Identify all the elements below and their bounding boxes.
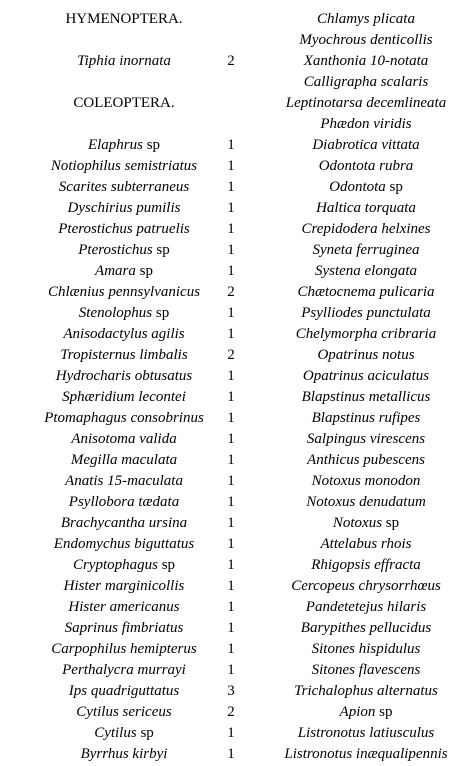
right-list-row <box>0 135 475 156</box>
species-name <box>258 303 474 324</box>
specimen-count: 1 <box>227 725 235 741</box>
right-list-row <box>0 681 475 702</box>
species-name-text: Megilla maculata <box>70 452 178 468</box>
species-suffix: sp <box>375 704 393 720</box>
specimen-count: 1 <box>227 389 235 405</box>
specimen-count: 2 <box>227 347 235 363</box>
right-list-row <box>0 114 475 135</box>
right-list-row <box>0 534 475 555</box>
specimen-count: 1 <box>227 557 235 573</box>
species-name-text: Odontota rubra <box>318 158 414 174</box>
specimen-count: 1 <box>227 620 235 636</box>
specimen-count: 2 <box>227 284 235 300</box>
right-list-row <box>0 597 475 618</box>
right-list-row <box>0 408 475 429</box>
right-list-row <box>0 177 475 198</box>
species-name-text: Anisodactylus agilis <box>63 326 185 342</box>
species-name <box>258 681 474 702</box>
right-list-row <box>0 156 475 177</box>
right-list-row <box>0 282 475 303</box>
right-list-row <box>0 618 475 639</box>
right-list-row <box>0 345 475 366</box>
species-name-text: Apion <box>339 704 376 720</box>
species-name-text: Xanthonia 10-notata <box>303 53 429 69</box>
species-name <box>258 513 474 534</box>
specimen-count: 1 <box>227 368 235 384</box>
species-name-text: COLEOPTERA. <box>73 95 175 111</box>
species-name-text: Cytilus sericeus <box>76 704 172 720</box>
species-name <box>258 702 474 723</box>
right-list-row <box>0 72 475 93</box>
species-name <box>258 429 474 450</box>
right-list-row <box>0 660 475 681</box>
right-list-row <box>0 324 475 345</box>
species-name-text: Listronotus inæqualipennis <box>284 746 448 762</box>
right-list-row <box>0 492 475 513</box>
specimen-count: 1 <box>227 473 235 489</box>
specimen-count: 2 <box>227 704 235 720</box>
species-name-text: Tiphia inornata <box>77 53 171 69</box>
specimen-count: 1 <box>227 578 235 594</box>
right-list-row <box>0 9 475 30</box>
species-name <box>258 492 474 513</box>
species-name-text: Trichalophus alternatus <box>294 683 438 699</box>
right-list-row <box>0 303 475 324</box>
species-suffix: sp <box>142 137 161 153</box>
right-list-row <box>0 198 475 219</box>
species-name <box>258 261 474 282</box>
species-name-text: Perthalycra murrayi <box>62 662 186 678</box>
right-list-row <box>0 366 475 387</box>
specimen-count: 1 <box>227 452 235 468</box>
species-name <box>258 366 474 387</box>
right-list-row <box>0 261 475 282</box>
species-name-text: Anisotoma valida <box>71 431 177 447</box>
specimen-count: 1 <box>227 410 235 426</box>
right-list-row <box>0 576 475 597</box>
species-name-text: Carpophilus hemipterus <box>51 641 197 657</box>
species-name <box>258 555 474 576</box>
right-list-row <box>0 93 475 114</box>
species-name <box>258 198 474 219</box>
species-name <box>258 93 474 114</box>
species-name-text: Phædon viridis <box>320 116 412 132</box>
species-name-text: Hister americanus <box>68 599 180 615</box>
species-name-text: Sitones hispidulus <box>311 641 421 657</box>
species-name <box>258 345 474 366</box>
species-name <box>258 576 474 597</box>
right-list-row <box>0 471 475 492</box>
species-name <box>258 387 474 408</box>
specimen-count: 1 <box>227 137 235 153</box>
species-name <box>258 450 474 471</box>
species-suffix: sp <box>152 305 170 321</box>
species-name-text: Chelymorpha cribraria <box>295 326 437 342</box>
species-name <box>258 240 474 261</box>
species-name-text: Listronotus latiusculus <box>297 725 435 741</box>
species-name <box>258 408 474 429</box>
species-name-text: Amara <box>95 263 136 279</box>
species-name-text: Attelabus rhois <box>320 536 412 552</box>
species-name <box>258 639 474 660</box>
species-name-text: Syneta ferruginea <box>312 242 420 258</box>
species-suffix: sp <box>157 557 176 573</box>
species-name <box>258 30 474 51</box>
species-name <box>258 744 474 765</box>
species-name-text: Pterostichus patruelis <box>58 221 190 237</box>
species-name-text: Tropisternus limbalis <box>60 347 188 363</box>
species-name-text: Cytilus <box>94 725 137 741</box>
species-name <box>258 177 474 198</box>
specimen-count: 1 <box>227 179 235 195</box>
specimen-count: 1 <box>227 263 235 279</box>
species-name <box>258 660 474 681</box>
species-name <box>258 156 474 177</box>
species-name <box>258 72 474 93</box>
species-name-text: Crepidodera helxines <box>301 221 431 237</box>
species-name-text: Psylliodes punctulata <box>301 305 431 321</box>
species-name <box>258 135 474 156</box>
species-name-text: Myochrous denticollis <box>299 32 433 48</box>
species-name-text: Dyschirius pumilis <box>67 200 181 216</box>
species-name-text: Pterostichus <box>78 242 153 258</box>
specimen-count: 1 <box>227 305 235 321</box>
species-name-text: Chlænius pennsylvanicus <box>47 284 201 300</box>
species-name-text: Rhigopsis effracta <box>311 557 421 573</box>
species-name-text: Haltica torquata <box>316 200 416 216</box>
specimen-count: 1 <box>227 221 235 237</box>
species-name-text: Cryptophagus <box>72 557 158 573</box>
species-name-text: Scarites subterraneus <box>58 179 190 195</box>
species-suffix: sp <box>385 179 403 195</box>
right-list-row <box>0 639 475 660</box>
species-name-text: Barypithes pellucidus <box>300 620 432 636</box>
species-name-text: Elaphrus <box>87 137 143 153</box>
species-name-text: Cercopeus chrysorrhœus <box>291 578 441 594</box>
right-list-row <box>0 723 475 744</box>
species-name <box>258 114 474 135</box>
species-suffix: sp <box>136 725 154 741</box>
species-name-text: Anatis 15-maculata <box>65 473 183 489</box>
right-list-row <box>0 513 475 534</box>
right-list-row <box>0 555 475 576</box>
species-name <box>258 597 474 618</box>
specimen-count: 1 <box>227 746 235 762</box>
species-name <box>258 324 474 345</box>
species-suffix: sp <box>382 515 400 531</box>
right-list-row <box>0 429 475 450</box>
specimen-count: 1 <box>227 536 235 552</box>
specimen-count: 1 <box>227 158 235 174</box>
species-name <box>258 219 474 240</box>
right-list-row <box>0 702 475 723</box>
species-name-text: Sphæridium lecontei <box>62 389 186 405</box>
species-name-text: Systena elongata <box>314 263 418 279</box>
species-name-text: Calligrapha scalaris <box>303 74 429 90</box>
species-name-text: Anthicus pubescens <box>307 452 425 468</box>
species-name-text: Odontota <box>329 179 386 195</box>
species-name-text: Sitones flavescens <box>311 662 421 678</box>
species-name-text: Notiophilus semistriatus <box>50 158 198 174</box>
species-suffix: sp <box>152 242 170 258</box>
species-name <box>258 534 474 555</box>
species-name-text: Endomychus biguttatus <box>53 536 195 552</box>
species-name-text: Blapstinus metallicus <box>301 389 431 405</box>
species-name-text: Chætocnema pulicaria <box>297 284 435 300</box>
species-suffix: sp <box>135 263 153 279</box>
specimen-count: 1 <box>227 431 235 447</box>
specimen-count: 1 <box>227 641 235 657</box>
specimen-count: 1 <box>227 515 235 531</box>
species-name-text: HYMENOPTERA. <box>65 11 183 27</box>
right-list-row <box>0 240 475 261</box>
species-name-text: Salpingus virescens <box>306 431 426 447</box>
right-list-row <box>0 30 475 51</box>
species-name-text: Psyllobora tædata <box>68 494 180 510</box>
specimen-count: 1 <box>227 326 235 342</box>
right-list-row <box>0 219 475 240</box>
species-name-text: Leptinotarsa decemlineata <box>285 95 447 111</box>
specimen-count: 3 <box>227 683 235 699</box>
species-name-text: Byrrhus kirbyi <box>80 746 168 762</box>
specimen-count: 1 <box>227 662 235 678</box>
species-name-text: Brachycantha ursina <box>60 515 188 531</box>
specimen-count: 2 <box>227 53 235 69</box>
species-name <box>258 282 474 303</box>
species-name <box>258 618 474 639</box>
species-name <box>258 9 474 30</box>
species-name <box>258 471 474 492</box>
species-name-text: Saprinus fimbriatus <box>64 620 184 636</box>
specimen-count: 1 <box>227 242 235 258</box>
species-name-text: Notoxus monodon <box>311 473 421 489</box>
right-list-row <box>0 51 475 72</box>
specimen-count: 1 <box>227 200 235 216</box>
species-name-text: Diabrotica vittata <box>312 137 420 153</box>
species-name-text: Ptomaphagus consobrinus <box>44 410 204 426</box>
species-name-text: Stenolophus <box>78 305 153 321</box>
species-name-text: Hister marginicollis <box>63 578 185 594</box>
species-name-text: Pandetetejus hilaris <box>305 599 427 615</box>
species-name-text: Notoxus denudatum <box>306 494 426 510</box>
species-name-text: Opatrinus aciculatus <box>302 368 430 384</box>
species-name-text: Blapstinus rufipes <box>311 410 421 426</box>
right-list-row <box>0 450 475 471</box>
specimen-count: 1 <box>227 494 235 510</box>
species-name-text: Opatrinus notus <box>317 347 415 363</box>
species-name <box>258 51 474 72</box>
right-list-row <box>0 744 475 765</box>
right-list-row <box>0 387 475 408</box>
specimen-count: 1 <box>227 599 235 615</box>
species-name-text: Ips quadriguttatus <box>68 683 180 699</box>
species-name-text: Chlamys plicata <box>317 11 415 27</box>
species-name-text: Notoxus <box>332 515 383 531</box>
species-name-text: Hydrocharis obtusatus <box>55 368 193 384</box>
species-name <box>258 723 474 744</box>
